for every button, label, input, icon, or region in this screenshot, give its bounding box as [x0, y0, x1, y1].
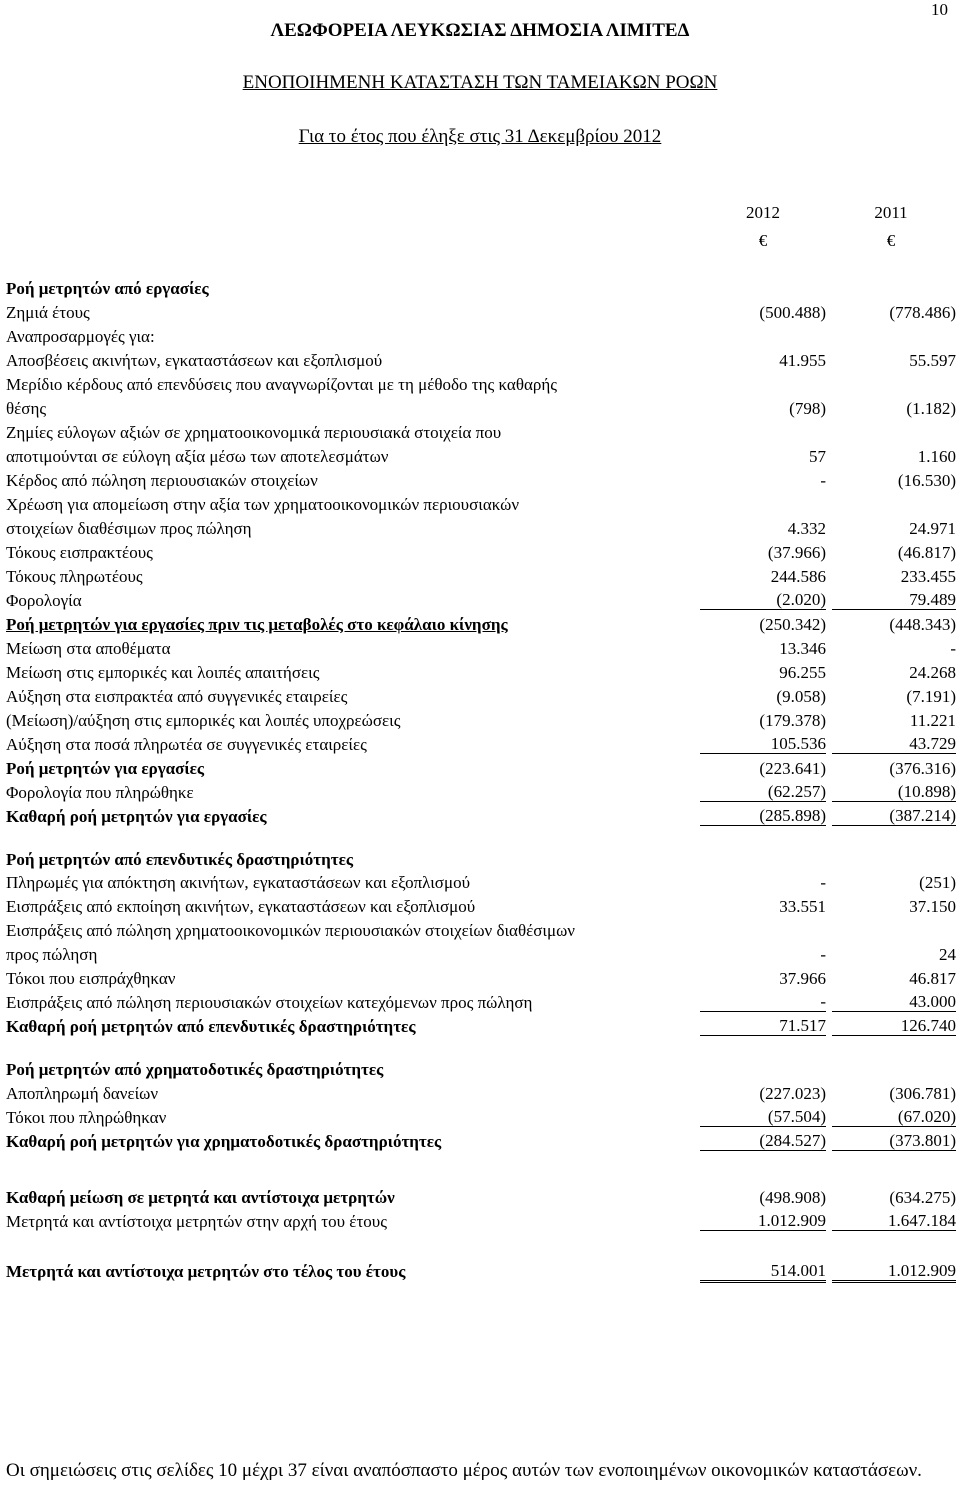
- row-label: Ροή μετρητών από χρηματοδοτικές δραστηριότητες: [6, 1060, 384, 1079]
- amount-2012: (285.898): [700, 807, 826, 826]
- amount-2011: (251): [919, 873, 956, 892]
- amount-2012: 244.586: [770, 567, 826, 586]
- row-label: Μετρητά και αντίστοιχα μετρητών στην αρχή του έτους: [6, 1212, 387, 1231]
- amount-2011: 24: [939, 945, 956, 964]
- amount-2011: (306.781): [889, 1084, 956, 1103]
- column-currency-2012: €: [758, 231, 768, 250]
- amount-2011: (373.801): [832, 1132, 956, 1151]
- amount-2012: 37.966: [779, 969, 826, 988]
- amount-2011: (1.182): [906, 399, 956, 418]
- amount-2012: (2.020): [700, 591, 826, 610]
- amount-2012: 41.955: [779, 351, 826, 370]
- amount-2011: 24.971: [909, 519, 956, 538]
- row-label: αποτιμούνται σε εύλογη αξία μέσω των αποτελεσμάτων: [6, 447, 389, 466]
- row-label: Μείωση στις εμπορικές και λοιπές απαιτήσεις: [6, 663, 320, 682]
- row-label: Μείωση στα αποθέματα: [6, 639, 171, 658]
- row-label: Ροή μετρητών για εργασίες: [6, 759, 205, 778]
- amount-2012: 96.255: [779, 663, 826, 682]
- amount-2011: (387.214): [832, 807, 956, 826]
- row-label: Τόκοι που εισπράχθηκαν: [6, 969, 176, 988]
- amount-2011: (46.817): [897, 543, 956, 562]
- amount-2011: 37.150: [909, 897, 956, 916]
- column-currency-2011: €: [886, 231, 896, 250]
- amount-2012: (62.257): [700, 783, 826, 802]
- row-label: Ροή μετρητών για εργασίες πριν τις μεταβολές στο κεφάλαιο κίνησης: [6, 615, 508, 634]
- amount-2012: -: [820, 945, 826, 964]
- row-label: Αναπροσαρμογές για:: [6, 327, 155, 346]
- amount-2012: 105.536: [700, 735, 826, 754]
- row-label: Τόκους εισπρακτέους: [6, 543, 153, 562]
- amount-2012: (500.488): [759, 303, 826, 322]
- amount-2012: (179.378): [759, 711, 826, 730]
- amount-2012: (798): [789, 399, 826, 418]
- amount-2012: -: [700, 993, 826, 1012]
- row-label: Μετρητά και αντίστοιχα μετρητών στο τέλος του έτους: [6, 1262, 406, 1281]
- footer-note: Οι σημειώσεις στις σελίδες 10 μέχρι 37 είναι αναπόσπαστο μέρος αυτών των ενοποιημένων οικονομικών καταστάσεων.: [6, 1460, 922, 1481]
- amount-2011: 79.489: [832, 591, 956, 610]
- column-year-2012: 2012: [746, 203, 780, 222]
- row-label: Καθαρή μείωση σε μετρητά και αντίστοιχα μετρητών: [6, 1188, 395, 1207]
- row-label: Τόκους πληρωτέους: [6, 567, 143, 586]
- amount-2012: (227.023): [759, 1084, 826, 1103]
- amount-2012: 1.012.909: [700, 1212, 826, 1231]
- amount-2012: 4.332: [787, 519, 826, 538]
- amount-2011: (448.343): [889, 615, 956, 634]
- row-label: Φορολογία: [6, 591, 82, 610]
- row-label: Φορολογία που πληρώθηκε: [6, 783, 194, 802]
- statement-title: ΕΝΟΠΟΙΗΜΕΝΗ ΚΑΤΑΣΤΑΣΗ ΤΩΝ ΤΑΜΕΙΑΚΩΝ ΡΟΩΝ: [242, 72, 718, 93]
- amount-2011: 1.012.909: [832, 1262, 956, 1283]
- row-label: στοιχείων διαθέσιμων προς πώληση: [6, 519, 252, 538]
- amount-2012: -: [820, 471, 826, 490]
- amount-2011: (67.020): [832, 1108, 956, 1127]
- row-label: Τόκοι που πληρώθηκαν: [6, 1108, 167, 1127]
- row-label: Αύξηση στα εισπρακτέα από συγγενικές εταιρείες: [6, 687, 348, 706]
- amount-2011: 43.729: [832, 735, 956, 754]
- amount-2012: (250.342): [759, 615, 826, 634]
- company-name: ΛΕΩΦΟΡΕΙΑ ΛΕΥΚΩΣΙΑΣ ΔΗΜΟΣΙΑ ΛΙΜΙΤΕΔ: [270, 20, 690, 41]
- amount-2012: (9.058): [776, 687, 826, 706]
- row-label: Εισπράξεις από πώληση περιουσιακών στοιχείων κατεχόμενων προς πώληση: [6, 993, 533, 1012]
- amount-2012: 57: [809, 447, 826, 466]
- amount-2011: 46.817: [909, 969, 956, 988]
- row-label: (Μείωση)/αύξηση στις εμπορικές και λοιπές υποχρεώσεις: [6, 711, 401, 730]
- amount-2011: 11.221: [909, 711, 956, 730]
- row-label: Εισπράξεις από πώληση χρηματοοικονομικών περιουσιακών στοιχείων διαθέσιμων: [6, 921, 575, 940]
- row-label: Κέρδος από πώληση περιουσιακών στοιχείων: [6, 471, 318, 490]
- amount-2011: (376.316): [889, 759, 956, 778]
- amount-2011: (16.530): [897, 471, 956, 490]
- row-label: Καθαρή ροή μετρητών για χρηματοδοτικές δραστηριότητες: [6, 1132, 442, 1151]
- amount-2012: (284.527): [700, 1132, 826, 1151]
- amount-2011: 126.740: [832, 1017, 956, 1036]
- amount-2011: (10.898): [832, 783, 956, 802]
- row-label: Μερίδιο κέρδους από επενδύσεις που αναγνωρίζονται με τη μέθοδο της καθαρής: [6, 375, 557, 394]
- row-label: Ροή μετρητών από εργασίες: [6, 279, 209, 298]
- amount-2011: 43.000: [832, 993, 956, 1012]
- amount-2011: 24.268: [909, 663, 956, 682]
- amount-2011: (778.486): [889, 303, 956, 322]
- amount-2012: (37.966): [767, 543, 826, 562]
- amount-2012: (223.641): [759, 759, 826, 778]
- amount-2011: 1.160: [917, 447, 956, 466]
- amount-2012: 33.551: [779, 897, 826, 916]
- amount-2011: 1.647.184: [832, 1212, 956, 1231]
- period-subtitle: Για το έτος που έληξε στις 31 Δεκεμβρίου 2012: [298, 126, 662, 147]
- amount-2011: (634.275): [889, 1188, 956, 1207]
- amount-2011: 233.455: [900, 567, 956, 586]
- row-label: προς πώληση: [6, 945, 98, 964]
- column-year-2011: 2011: [874, 203, 908, 222]
- row-label: Ροή μετρητών από επενδυτικές δραστηριότητες: [6, 850, 354, 869]
- page-number: 10: [931, 0, 948, 19]
- amount-2011: -: [950, 639, 956, 658]
- row-label: Αποπληρωμή δανείων: [6, 1084, 159, 1103]
- amount-2011: (7.191): [906, 687, 956, 706]
- amount-2012: (57.504): [700, 1108, 826, 1127]
- row-label: Πληρωμές για απόκτηση ακινήτων, εγκαταστάσεων και εξοπλισμού: [6, 873, 470, 892]
- amount-2012: -: [820, 873, 826, 892]
- row-label: Καθαρή ροή μετρητών για εργασίες: [6, 807, 267, 826]
- row-label: Ζημίες εύλογων αξιών σε χρηματοοικονομικά περιουσιακά στοιχεία που: [6, 423, 502, 442]
- amount-2012: 13.346: [779, 639, 826, 658]
- amount-2011: 55.597: [909, 351, 956, 370]
- row-label: θέσης: [6, 399, 47, 418]
- row-label: Καθαρή ροή μετρητών από επενδυτικές δραστηριότητες: [6, 1017, 416, 1036]
- amount-2012: 71.517: [700, 1017, 826, 1036]
- row-label: Εισπράξεις από εκποίηση ακινήτων, εγκαταστάσεων και εξοπλισμού: [6, 897, 476, 916]
- row-label: Χρέωση για απομείωση στην αξία των χρηματοοικονομικών περιουσιακών: [6, 495, 520, 514]
- amount-2012: 514.001: [700, 1262, 826, 1283]
- amount-2012: (498.908): [759, 1188, 826, 1207]
- row-label: Αποσβέσεις ακινήτων, εγκαταστάσεων και εξοπλισμού: [6, 351, 383, 370]
- row-label: Αύξηση στα ποσά πληρωτέα σε συγγενικές εταιρείες: [6, 735, 367, 754]
- row-label: Ζημιά έτους: [6, 303, 90, 322]
